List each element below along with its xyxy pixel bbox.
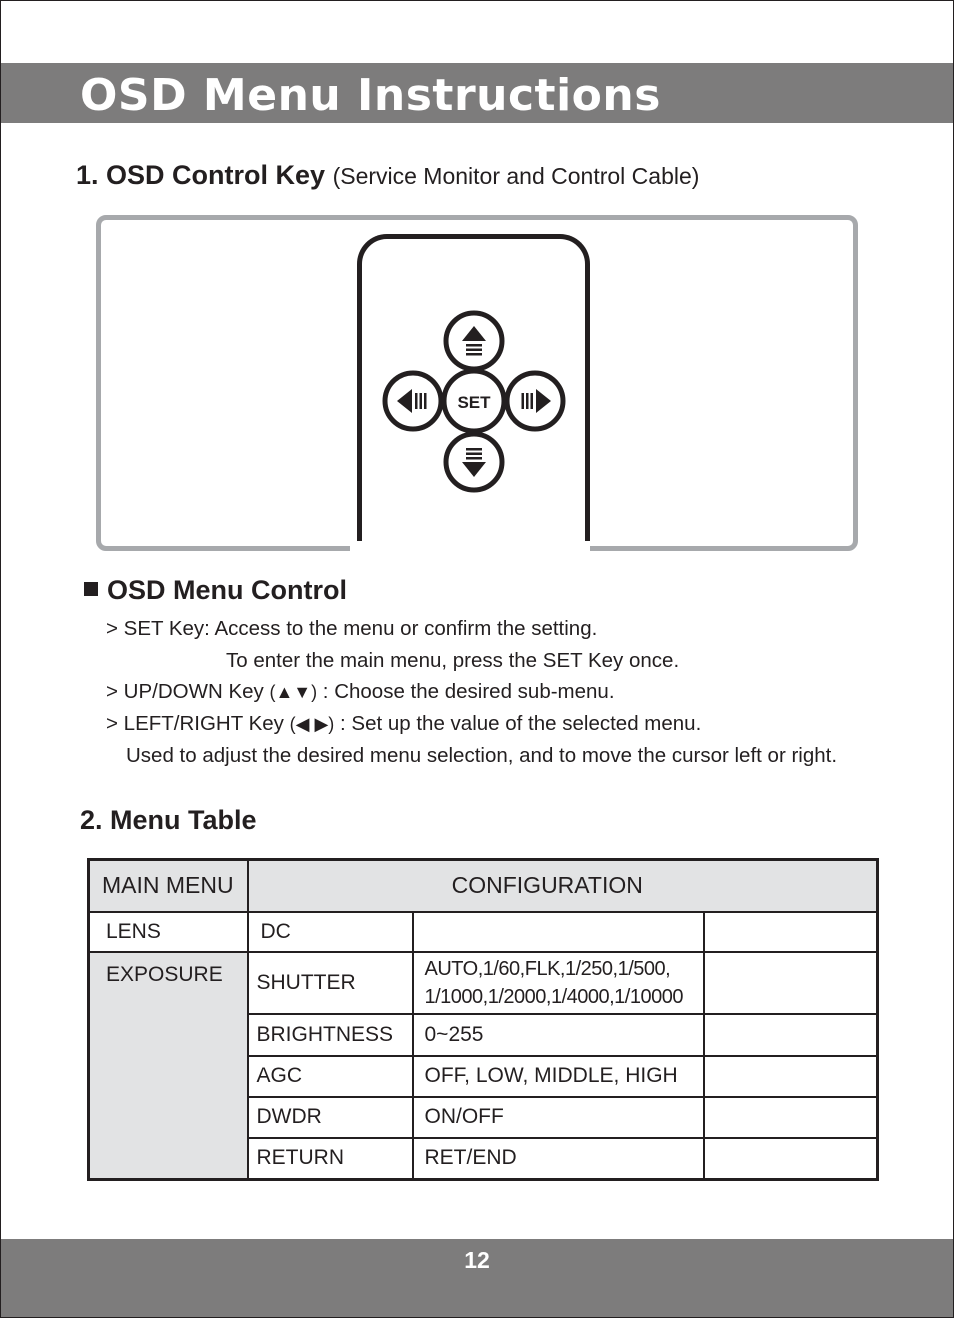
row-value: OFF, LOW, MIDDLE, HIGH — [413, 1056, 704, 1097]
lens-label: LENS — [89, 912, 248, 952]
menu-table — [87, 858, 879, 1181]
left-key[interactable] — [385, 373, 441, 429]
table-header-row — [89, 860, 878, 912]
row-value — [413, 952, 704, 1014]
page-title: OSD Menu Instructions — [80, 70, 661, 121]
row-value: RET/END — [413, 1138, 704, 1180]
row-item: AGC — [248, 1056, 413, 1097]
row-item: SHUTTER — [248, 952, 413, 1014]
updown-key-desc: : Choose the desired sub-menu. — [322, 680, 615, 703]
row-item: RETURN — [248, 1138, 413, 1180]
row-item: BRIGHTNESS — [248, 1014, 413, 1056]
table-row — [89, 952, 878, 1014]
section1-subtitle: (Service Monitor and Control Cable) — [332, 163, 700, 189]
row-value: 0~255 — [413, 1014, 704, 1056]
shutter-values-line2: 1/1000,1/2000,1/4000,1/10000 — [424, 985, 683, 1008]
row-value: ON/OFF — [413, 1097, 704, 1138]
set-key-line: > SET Key: Access to the menu or confirm the setting. — [106, 617, 598, 640]
row-item: DWDR — [248, 1097, 413, 1138]
section1-title: 1. OSD Control Key — [76, 160, 326, 190]
leftright-key-desc: : Set up the value of the selected menu. — [340, 712, 702, 735]
osd-menu-control-title: OSD Menu Control — [107, 575, 347, 605]
leftright-key-label: > LEFT/RIGHT Key — [106, 712, 284, 735]
exposure-label: EXPOSURE — [89, 952, 248, 1180]
updown-key-line — [106, 680, 615, 704]
page-number: 12 — [464, 1247, 490, 1273]
square-bullet-icon — [84, 582, 98, 596]
osd-dpad — [380, 310, 568, 495]
section2-heading: 2. Menu Table — [80, 805, 257, 835]
set-key-line-2: To enter the main menu, press the SET Key once. — [226, 649, 680, 672]
right-key[interactable] — [507, 373, 563, 429]
leftright-key-line-2: Used to adjust the desired menu selection, and to move the cursor left or right. — [126, 744, 838, 767]
set-label: SET — [457, 393, 491, 412]
lens-value: DC — [248, 912, 413, 952]
updown-symbol: (▲▼) — [269, 682, 318, 702]
section1-heading — [76, 160, 699, 191]
header-configuration: CONFIGURATION — [248, 860, 878, 912]
shutter-values-line1: AUTO,1/60,FLK,1/250,1/500, — [424, 957, 671, 980]
updown-key-label: > UP/DOWN Key — [106, 680, 264, 703]
table-row — [89, 912, 878, 952]
leftright-symbol: (◀ ▶) — [289, 714, 335, 734]
header-main-menu: MAIN MENU — [89, 860, 248, 912]
osd-menu-control-heading — [84, 575, 347, 606]
leftright-key-line — [106, 712, 701, 736]
